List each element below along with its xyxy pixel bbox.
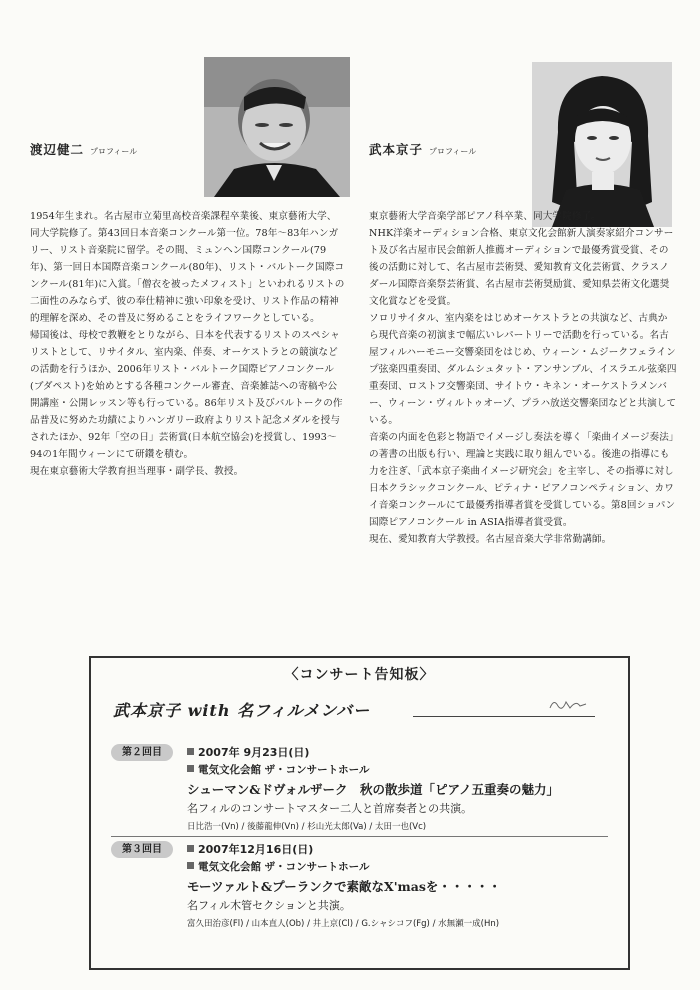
bio-paragraph: ソロリサイタル、室内楽をはじめオーケストラとの共演など、古典から現代音楽の初演まで幅広いレパートリーで活動を行っている。名古屋フィルハーモニー交響楽団をはじめ、ウィーン・ムジークフェラインプ弦楽四重奏団、ダルムシュタット・アンサンブル、イスラエル弦楽四重奏団、ロストフ交響楽団、サイトウ・キネン・オーケストラメンバー、ウィーン・ヴィルトゥオーゾ、プラハ放送交響楽団などと共演している。 [369, 313, 677, 426]
event-divider [111, 836, 608, 837]
watanabe-name: 渡辺健二 [30, 142, 85, 157]
event-2-badge: 第２回目 [111, 744, 173, 761]
bio-paragraph: 音楽の内面を色彩と物語でイメージし奏法を導く「楽曲イメージ奏法」の著書の出版も行い、理論と実践に取り組んでいる。後進の指導にも力を注ぎ、「武本京子楽曲イメージ研究会」を主宰し、その指導に対し日本クラシックコンクール、ピティナ・ピアノコンペティション、カワイ音楽コンクールにて最優秀指導者賞を受賞している。第8回ショパン国際ピアノコンクール in ASIA指導者賞受賞。 [369, 432, 676, 528]
event-3-title: モーツァルト&プーランクで素敵なX'masを・・・・・ [187, 879, 501, 894]
takemoto-portrait-photo [532, 62, 672, 227]
signature-mark-icon [548, 696, 588, 714]
bio-paragraph: NHK洋楽オーディション合格、東京文化会館新人演奏家紹介コンサート及び名古屋市民会館新人推薦オーディションで最優秀賞受賞、その後の活動に対して、名古屋市芸術奨、愛知教育文化芸術賞、クラスノダール国際音楽祭芸術賞、名古屋市芸術奨励賞、愛知県芸術文化選奨文化賞などを受賞。 [369, 228, 674, 307]
takemoto-profile-label: プロフィール [429, 147, 477, 156]
headline-underline [413, 716, 595, 717]
watanabe-bio [30, 208, 345, 480]
watanabe-portrait-photo [204, 57, 350, 197]
concert-notice-box [89, 656, 630, 970]
event-2-description: 名フィルのコンサートマスター二人と首席奏者との共演。 [187, 802, 473, 815]
square-bullet-icon [187, 845, 194, 852]
event-2-venue: 電気文化会館 ザ・コンサートホール [187, 762, 369, 777]
event-3-badge: 第３回目 [111, 841, 173, 858]
concert-notice-title: 〈コンサート告知板〉 [284, 667, 435, 683]
concert-series-headline: 武本京子 with 名フィルメンバー [113, 701, 371, 720]
bio-paragraph: 現在東京藝術大学教育担当理事・副学長、教授。 [30, 466, 244, 477]
bio-paragraph: 1954年生まれ。名古屋市立菊里高校音楽課程卒業後、東京藝術大学、同大学院修了。第43回日本音楽コンクール第一位。78年〜83年ハンガリー、リスト音楽院に留学。その間、ミュンヘン国際コンクール(79年)、第一回日本国際音楽コンクール(80年)、リスト・バルトーク国際コンクール(81年)に入賞。「僧衣を被ったメフィスト」といわれるリストの二面性のみならず、彼の奉仕精神に強い印象を受け、リスト作品の精神的理解を深め、その普及に努めることをライフワークとしている。 [30, 211, 345, 324]
event-2-date: 2007年 9月23日(日) [187, 744, 309, 760]
takemoto-name: 武本京子 [369, 142, 424, 157]
square-bullet-icon [187, 862, 194, 869]
watanabe-profile-label: プロフィール [90, 147, 138, 156]
event-3-venue: 電気文化会館 ザ・コンサートホール [187, 859, 369, 874]
event-2-performers: 日比浩一(Vn) / 後藤龍伸(Vn) / 杉山光太郎(Va) / 太田一也(Vc) [187, 822, 427, 832]
square-bullet-icon [187, 765, 194, 772]
bio-paragraph: 帰国後は、母校で教鞭をとりながら、日本を代表するリストのスペシャリストとして、リサイタル、室内楽、伴奏、オーケストラとの競演などの活動を行うほか、2006年リスト・バルトーク国際ピアノコンクール(ブダペスト)を始めとする各種コンクール審査、音楽雑誌への寄稿や公開講座・公開レッスン等も行っている。86年リスト及びバルトークの作品普及に努めた功績によりハンガリー政府よりリスト記念メダルを授与されたほか、92年「空の日」芸術賞(日本航空協会)を授賞し、1993〜94の1年間ウィーンにて研鑽を積む。 [30, 330, 343, 460]
bio-paragraph: 現在、愛知教育大学教授。名古屋音楽大学非常勤講師。 [369, 534, 612, 545]
takemoto-bio [369, 208, 677, 548]
bio-paragraph: 東京藝術大学音楽学部ピアノ科卒業、同大学院修了。 [369, 211, 601, 222]
event-3-description: 名フィル木管セクションと共演。 [187, 899, 351, 912]
event-3-performers: 富久田治彦(Fl) / 山本直人(Ob) / 井上京(Cl) / G.シャシコフ(Fg) / 水無瀬一成(Hn) [187, 919, 500, 929]
takemoto-name-heading [369, 140, 476, 158]
square-bullet-icon [187, 748, 194, 755]
event-3-date: 2007年12月16日(日) [187, 841, 313, 857]
event-2-title: シューマン&ドヴォルザーク 秋の散歩道「ピアノ五重奏の魅力」 [187, 782, 560, 797]
watanabe-name-heading [30, 140, 137, 158]
